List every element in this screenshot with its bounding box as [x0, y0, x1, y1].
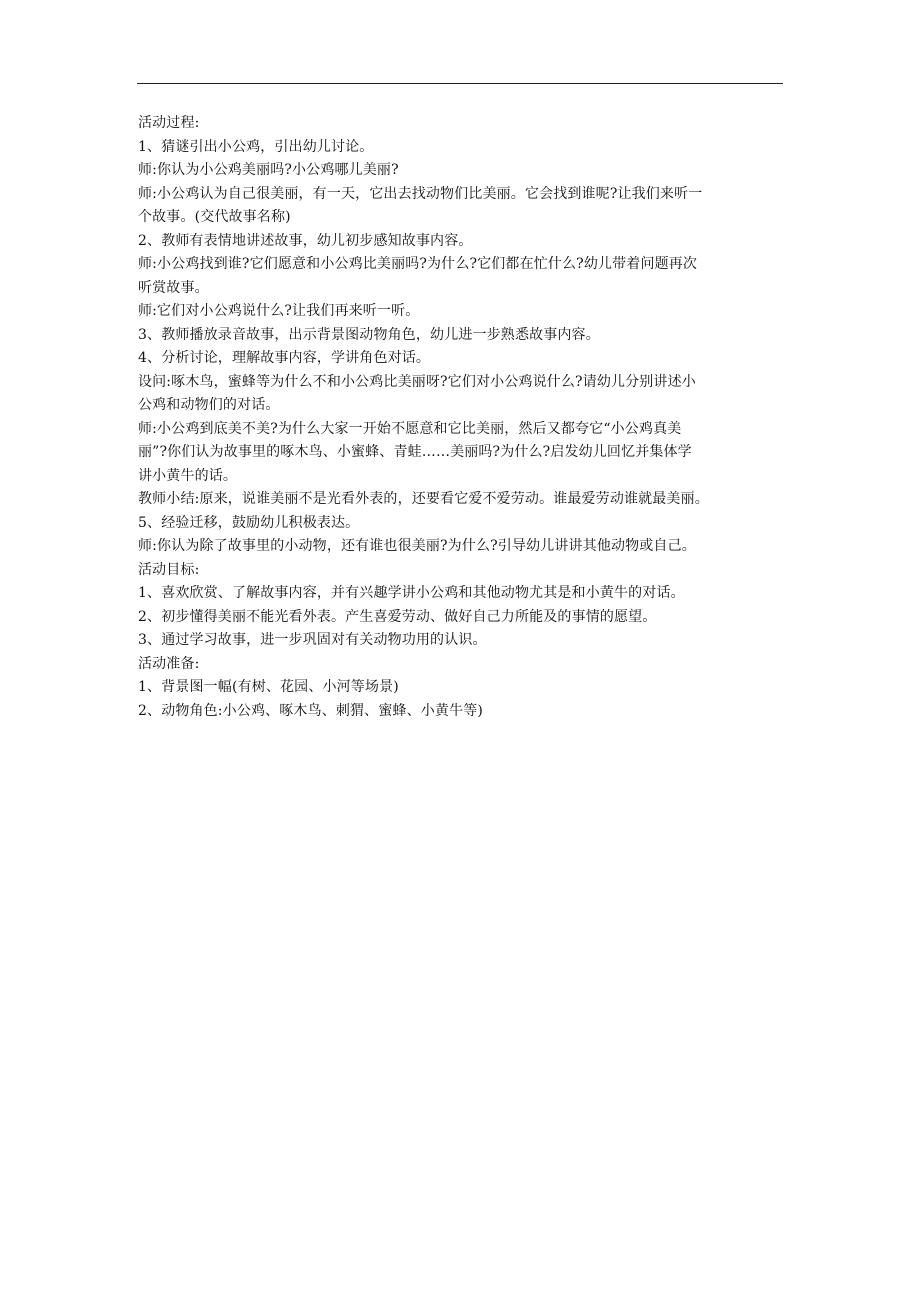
text-line: 2、动物角色:小公鸡、啄木鸟、刺猬、蜜蜂、小黄牛等)	[138, 702, 483, 719]
text-line: 听赏故事。	[138, 279, 209, 296]
text-line: 3、通过学习故事，进一步巩固对有关动物功用的认识。	[138, 632, 487, 648]
text-line: 丽”?你们认为故事里的啄木鸟、小蜜蜂、青蛙……美丽吗?为什么?启发幼儿回忆并集体学	[138, 444, 692, 460]
text-line: 师:小公鸡认为自己很美丽，有一天，它出去找动物们比美丽。它会找到谁呢?让我们来听一	[138, 185, 703, 202]
text-line: 讲小黄牛的话。	[138, 467, 238, 484]
text-line: 师:它们对小公鸡说什么?让我们再来听一听。	[138, 303, 420, 319]
text-line: 师:小公鸡到底美不美?为什么大家一开始不愿意和它比美丽，然后又都夸它“小公鸡真美	[138, 420, 682, 437]
text-line: 1、猜谜引出小公鸡，引出幼儿讨论。	[138, 138, 374, 155]
text-line: 师:小公鸡找到谁?它们愿意和小公鸡比美丽吗?为什么?它们都在忙什么?幼儿带着问题再次	[138, 256, 698, 272]
header-rule	[137, 83, 783, 84]
document-body	[138, 112, 786, 723]
text-line: 2、初步懂得美丽不能光看外表。产生喜爱劳动、做好自己力所能及的事情的愿望。	[138, 608, 657, 625]
text-line: 教师小结:原来，说谁美丽不是光看外表的，还要看它爱不爱劳动。谁最爱劳动谁就最美丽。	[138, 491, 709, 507]
text-line: 2、教师有表情地讲述故事，幼儿初步感知故事内容。	[138, 232, 473, 249]
text-line: 师:你认为小公鸡美丽吗?小公鸡哪儿美丽?	[138, 162, 399, 178]
text-line: 活动准备:	[138, 655, 200, 672]
text-line: 设问:啄木鸟，蜜蜂等为什么不和小公鸡比美丽呀?它们对小公鸡说什么?请幼儿分别讲述小	[138, 373, 696, 390]
text-line: 1、背景图一幅(有树、花园、小河等场景)	[138, 679, 399, 695]
text-line: 3、教师播放录音故事，出示背景图动物角色，幼儿进一步熟悉故事内容。	[138, 326, 600, 343]
text-line: 个故事。(交代故事名称)	[138, 209, 291, 225]
text-line: 公鸡和动物们的对话。	[138, 397, 280, 413]
text-line: 师:你认为除了故事里的小动物，还有谁也很美丽?为什么?引导幼儿讲讲其他动物或自己。	[138, 538, 696, 554]
text-line: 5、经验迁移，鼓励幼儿积极表达。	[138, 514, 360, 531]
text-line: 4、分析讨论，理解故事内容，学讲角色对话。	[138, 350, 431, 366]
text-line: 活动目标:	[138, 561, 200, 578]
text-line: 1、喜欢欣赏、了解故事内容，并有兴趣学讲小公鸡和其他动物尤其是和小黄牛的对话。	[138, 585, 685, 601]
text-line: 活动过程:	[138, 115, 200, 131]
